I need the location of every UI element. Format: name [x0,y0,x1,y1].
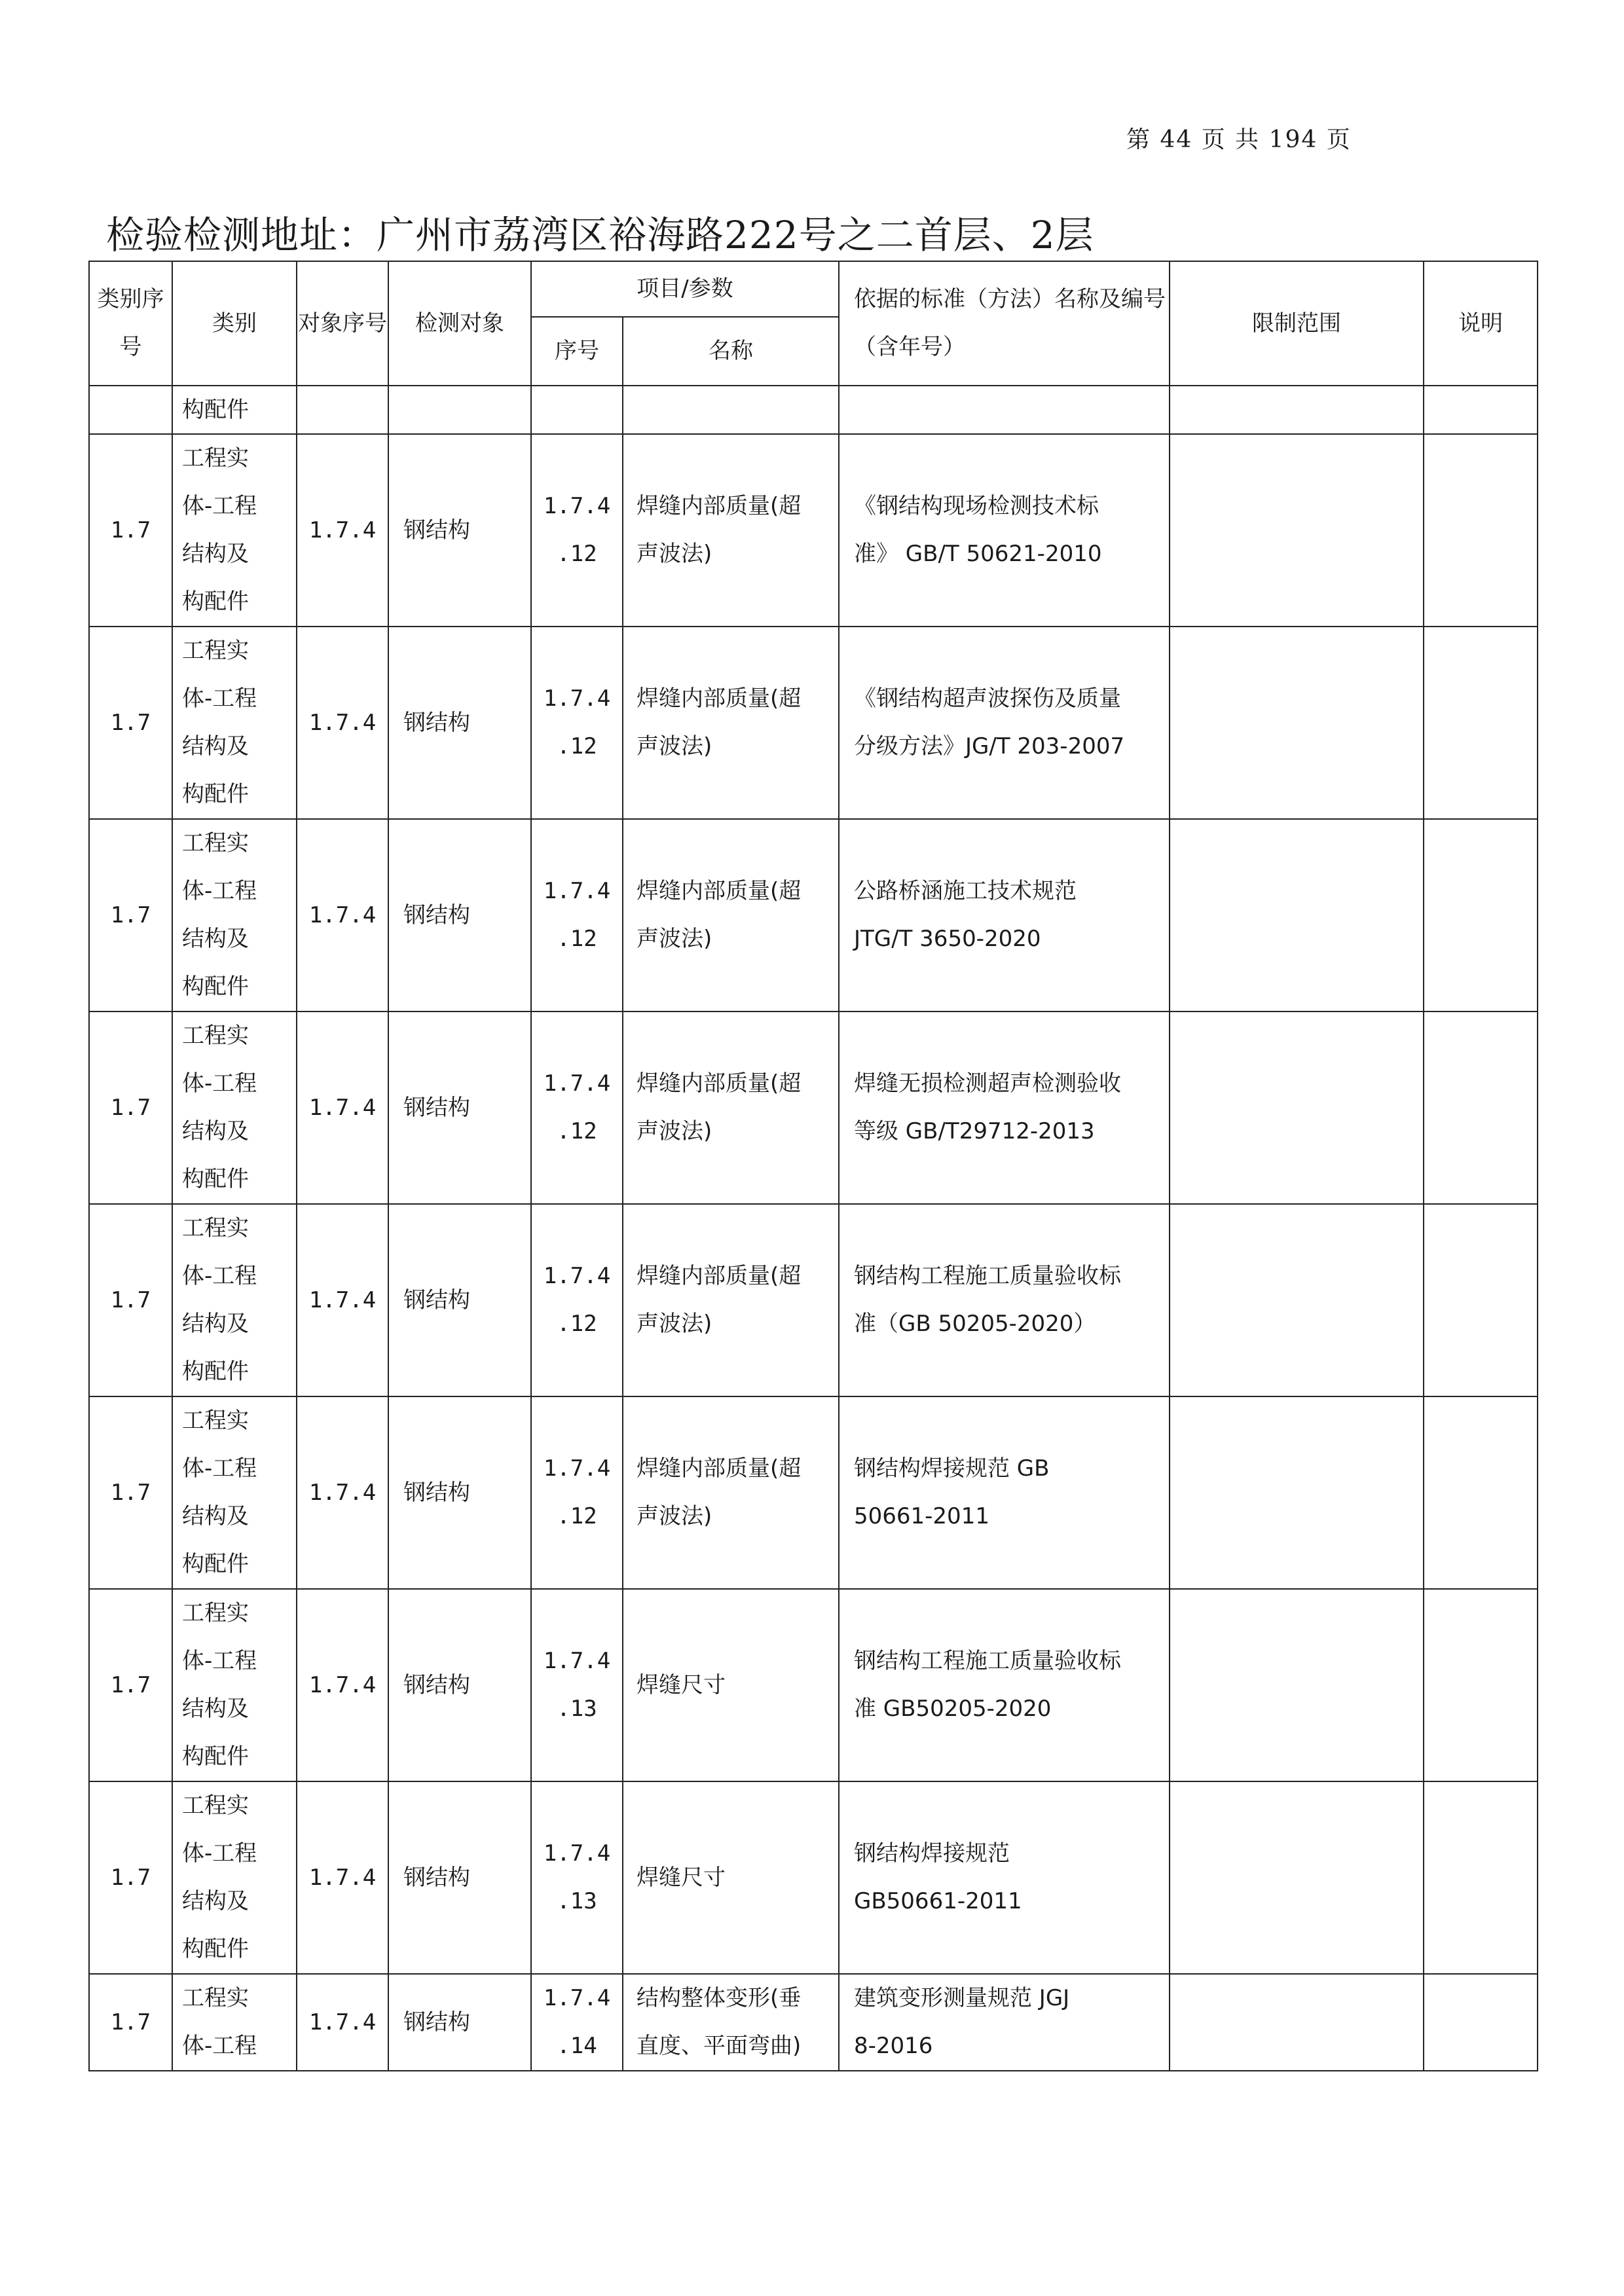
cell-note [1424,1974,1538,2071]
cell-category-line: 结构及 [182,1888,249,1914]
cell-object: 钢结构 [388,1204,531,1396]
cell-standard [839,819,1170,1011]
cell-category-no: 1.7 [89,1396,172,1589]
cell-standard [839,1396,1170,1589]
cell-category-line: 体-工程 [182,1840,257,1867]
cell-category-no: 1.7 [89,1589,172,1781]
cell-category-line: 体-工程 [182,2033,257,2059]
cell-standard-line: 《钢结构现场检测技术标 [854,493,1099,519]
cell-item-name-line: 焊缝尺寸 [637,1864,726,1891]
cell-category-line: 工程实 [182,830,249,856]
cell-category-line: 体-工程 [182,1070,257,1097]
table-row [89,1589,1538,1781]
cell-object: 钢结构 [388,434,531,627]
cell-standard [839,1011,1170,1204]
cell-limit [1170,1781,1424,1974]
cell-item-name [623,1781,839,1974]
cell-category-line: 构配件 [182,1551,249,1577]
cell-standard-line: 焊缝无损检测超声检测验收 [854,1070,1121,1097]
cell-note [1424,1781,1538,1974]
cell-category-line: 工程实 [182,1600,249,1626]
cell-item-no-line: 1.7.4 [543,685,611,712]
cell-item-name-line: 直度、平面弯曲) [637,2033,802,2059]
cell-category-no: 1.7 [89,1204,172,1396]
cell-item-name-line: 声波法) [637,1503,712,1529]
cell-object: 钢结构 [388,1974,531,2071]
table-row-continued [89,386,1538,434]
cell-item-no-line: 1.7.4 [543,1985,611,2011]
cell-note [1424,386,1538,434]
cell-item-no-line: .12 [557,1503,597,1529]
cell-note [1424,819,1538,1011]
cell-item-name [623,1011,839,1204]
cell-item-name [623,1204,839,1396]
table-body [89,386,1538,2071]
cell-item-no-line: 1.7.4 [543,878,611,904]
cell-category-no: 1.7 [89,1011,172,1204]
cell-item-no-line: .14 [557,2033,597,2059]
cell-item-name-line: 声波法) [637,1118,712,1144]
cell-item-name-line: 焊缝内部质量(超 [637,685,802,712]
cell-category-line: 构配件 [182,1936,249,1962]
cell-category-no: 1.7 [89,1781,172,1974]
cell-standard-line: 准 GB50205-2020 [854,1696,1052,1722]
cell-category-line: 体-工程 [182,878,257,904]
header-item-no: 序号 [531,317,623,386]
cell-item-no-line: .12 [557,733,597,759]
cell-limit [1170,1974,1424,2071]
cell-item-no-line: .13 [557,1888,597,1914]
table-row [89,1974,1538,2071]
cell-standard-line: GB50661-2011 [854,1888,1022,1914]
header-object-no: 对象序号 [297,261,388,386]
cell-category-line: 结构及 [182,1311,249,1337]
cell-category [172,819,297,1011]
cell-standard [839,434,1170,627]
cell-category [172,1974,297,2071]
cell-item-no [531,434,623,627]
cell-category [172,1589,297,1781]
cell-limit [1170,1589,1424,1781]
cell-item-no [531,627,623,819]
cell-object-no: 1.7.4 [297,627,388,819]
cell-object-no: 1.7.4 [297,1589,388,1781]
header-category-no: 类别序号 [89,261,172,386]
cell-item-no [531,819,623,1011]
cell-category-line: 构配件 [182,781,249,807]
cell-item-name-line: 声波法) [637,926,712,952]
cell-item-no-line: .12 [557,1311,597,1337]
cell-category-line: 构配件 [182,1166,249,1192]
cell-item-no-line: .12 [557,541,597,567]
cell-object: 钢结构 [388,819,531,1011]
cell-item-no [531,1974,623,2071]
cell-category-line: 结构及 [182,926,249,952]
cell-category-no [89,386,172,434]
cell-category-line: 构配件 [182,1358,249,1385]
cell-item-no-line: 1.7.4 [543,493,611,519]
cell-standard-line: 钢结构焊接规范 [854,1840,1010,1867]
cell-item-name-line: 焊缝尺寸 [637,1671,726,1698]
cell-item-name [623,1974,839,2071]
header-note: 说明 [1424,261,1538,386]
cell-standard-line: 8-2016 [854,2033,933,2059]
cell-item-name [623,386,839,434]
cell-object-no: 1.7.4 [297,434,388,627]
cell-standard [839,1589,1170,1781]
cell-object: 钢结构 [388,1589,531,1781]
cell-item-name [623,627,839,819]
cell-note [1424,1396,1538,1589]
cell-item-no-line: .12 [557,1118,597,1144]
cell-category-line: 构配件 [182,1743,249,1770]
cell-object-no: 1.7.4 [297,1781,388,1974]
table-row [89,1781,1538,1974]
cell-category: 构配件 [172,386,297,434]
cell-standard [839,1204,1170,1396]
cell-category-line: 体-工程 [182,493,257,519]
cell-category-line: 体-工程 [182,1455,257,1482]
cell-object: 钢结构 [388,1396,531,1589]
header-object: 检测对象 [388,261,531,386]
cell-standard-line: 准（GB 50205-2020） [854,1311,1096,1337]
cell-limit [1170,386,1424,434]
cell-object-no: 1.7.4 [297,1204,388,1396]
cell-category-line: 体-工程 [182,1263,257,1289]
cell-limit [1170,1011,1424,1204]
cell-item-name-line: 焊缝内部质量(超 [637,1263,802,1289]
cell-object-no: 1.7.4 [297,819,388,1011]
cell-category-line: 工程实 [182,1215,249,1241]
cell-standard [839,386,1170,434]
cell-category-no: 1.7 [89,1974,172,2071]
cell-category-line: 工程实 [182,1985,249,2011]
cell-category-line: 结构及 [182,1696,249,1722]
cell-category-line: 结构及 [182,1118,249,1144]
cell-standard-line: 《钢结构超声波探伤及质量 [854,685,1121,712]
cell-object: 钢结构 [388,627,531,819]
cell-item-name [623,434,839,627]
cell-category [172,1011,297,1204]
header-limit: 限制范围 [1170,261,1424,386]
table-row [89,1396,1538,1589]
cell-standard-line: 50661-2011 [854,1503,989,1529]
cell-category-line: 体-工程 [182,685,257,712]
cell-note [1424,627,1538,819]
cell-item-name [623,1589,839,1781]
cell-item-no [531,386,623,434]
cell-object-no [297,386,388,434]
table-row [89,434,1538,627]
cell-item-name-line: 声波法) [637,1311,712,1337]
cell-category-line: 构配件 [182,974,249,1000]
cell-category-line: 工程实 [182,638,249,664]
cell-object-no: 1.7.4 [297,1011,388,1204]
cell-limit [1170,1204,1424,1396]
cell-category [172,1204,297,1396]
table-row [89,627,1538,819]
cell-category-line: 结构及 [182,1503,249,1529]
header-item-group: 项目/参数 [531,261,839,317]
page-number: 第 44 页 共 194 页 [1126,126,1352,153]
testing-address-heading: 检验检测地址：广州市荔湾区裕海路222号之二首层、2层 [106,213,1094,257]
table-row [89,1204,1538,1396]
cell-standard-line: 钢结构焊接规范 GB [854,1455,1050,1482]
cell-item-name-line: 焊缝内部质量(超 [637,1455,802,1482]
header-item-name: 名称 [623,317,839,386]
cell-item-name-line: 声波法) [637,733,712,759]
cell-item-no-line: 1.7.4 [543,1648,611,1674]
cell-category [172,1396,297,1589]
table-row [89,1011,1538,1204]
cell-item-no [531,1204,623,1396]
cell-item-name-line: 焊缝内部质量(超 [637,493,802,519]
cell-object-no: 1.7.4 [297,1396,388,1589]
cell-limit [1170,627,1424,819]
cell-item-no-line: 1.7.4 [543,1070,611,1097]
header-standard: 依据的标准（方法）名称及编号（含年号） [839,261,1170,386]
cell-category-no: 1.7 [89,819,172,1011]
cell-standard-line: JTG/T 3650-2020 [854,926,1041,952]
cell-note [1424,1011,1538,1204]
cell-item-name-line: 声波法) [637,541,712,567]
cell-item-no-line: .12 [557,926,597,952]
cell-item-no [531,1011,623,1204]
cell-category-line: 工程实 [182,1408,249,1434]
cell-object: 钢结构 [388,1781,531,1974]
cell-category-no: 1.7 [89,434,172,627]
cell-standard-line: 公路桥涵施工技术规范 [854,878,1077,904]
cell-standard [839,1974,1170,2071]
cell-object: 钢结构 [388,1011,531,1204]
cell-category-line: 结构及 [182,541,249,567]
cell-category-line: 工程实 [182,445,249,471]
cell-category-line: 构配件 [182,589,249,615]
cell-standard [839,1781,1170,1974]
cell-standard-line: 分级方法》JG/T 203-2007 [854,733,1125,759]
cell-note [1424,1204,1538,1396]
cell-object [388,386,531,434]
cell-item-name-line: 焊缝内部质量(超 [637,1070,802,1097]
cell-limit [1170,434,1424,627]
scope-table [88,261,1538,2071]
table-row [89,819,1538,1011]
cell-item-no [531,1589,623,1781]
cell-item-name [623,1396,839,1589]
cell-limit [1170,819,1424,1011]
cell-note [1424,1589,1538,1781]
cell-item-name-line: 结构整体变形(垂 [637,1985,802,2011]
cell-standard-line: 等级 GB/T29712-2013 [854,1118,1095,1144]
cell-category-line: 工程实 [182,1023,249,1049]
cell-category [172,1781,297,1974]
cell-item-no-line: 1.7.4 [543,1840,611,1867]
cell-standard-line: 准》 GB/T 50621-2010 [854,541,1102,567]
cell-category [172,627,297,819]
cell-category-line: 工程实 [182,1793,249,1819]
cell-standard [839,627,1170,819]
cell-category-line: 体-工程 [182,1648,257,1674]
cell-item-no-line: .13 [557,1696,597,1722]
cell-category-no: 1.7 [89,627,172,819]
header-category: 类别 [172,261,297,386]
cell-standard-line: 钢结构工程施工质量验收标 [854,1648,1121,1674]
cell-item-no [531,1781,623,1974]
cell-item-no-line: 1.7.4 [543,1263,611,1289]
cell-standard-line: 钢结构工程施工质量验收标 [854,1263,1121,1289]
cell-note [1424,434,1538,627]
cell-object-no: 1.7.4 [297,1974,388,2071]
cell-category-line: 结构及 [182,733,249,759]
cell-item-name-line: 焊缝内部质量(超 [637,878,802,904]
cell-item-no-line: 1.7.4 [543,1455,611,1482]
cell-category [172,434,297,627]
cell-item-no [531,1396,623,1589]
cell-standard-line: 建筑变形测量规范 JGJ [854,1985,1070,2011]
cell-limit [1170,1396,1424,1589]
cell-item-name [623,819,839,1011]
